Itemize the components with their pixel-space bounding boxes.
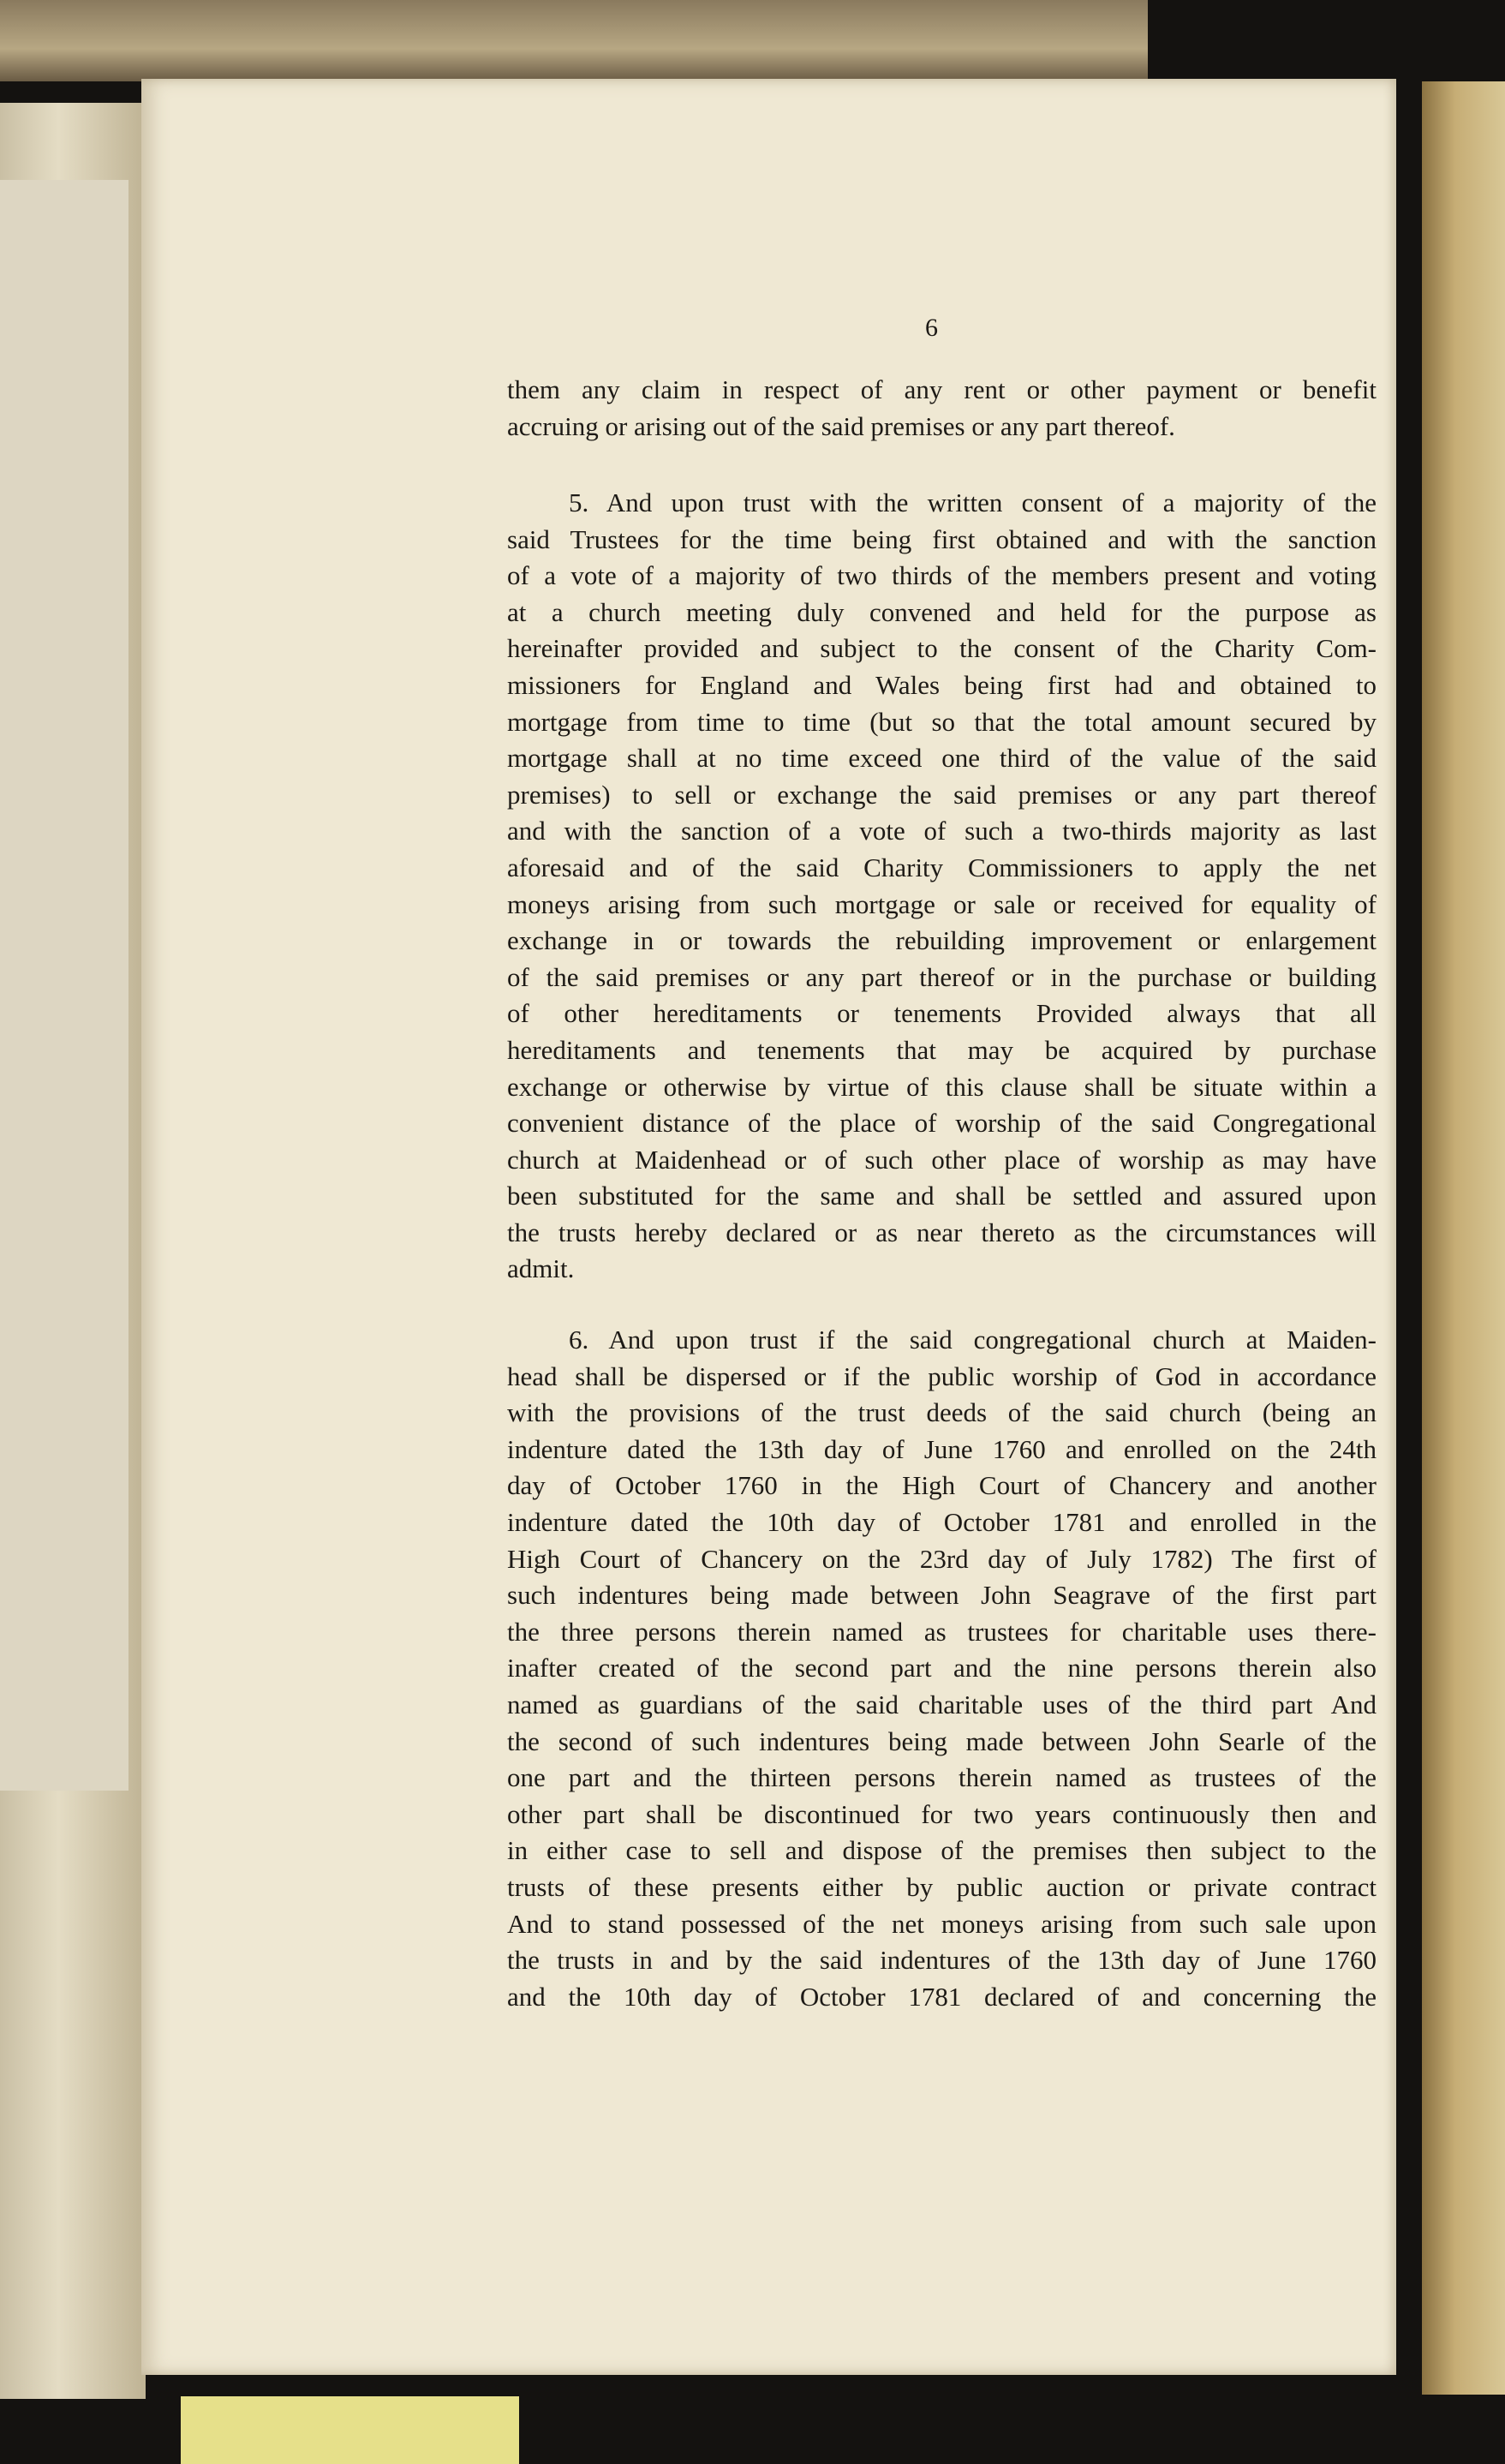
text-line: of a vote of a majority of two thirds of the members present and voting: [507, 560, 1377, 591]
text-line: missioners for England and Wales being first had and obtained to: [507, 669, 1377, 700]
text-line: the trusts hereby declared or as near thereto as the circumstances will: [507, 1217, 1377, 1247]
text-line: admit.: [507, 1253, 575, 1284]
text-line: of the said premises or any part thereof or in the purchase or building: [507, 961, 1377, 992]
text-line: head shall be dispersed or if the public worship of God in accordance: [507, 1361, 1377, 1391]
text-line: hereditaments and tenements that may be acquired by purchase: [507, 1034, 1377, 1065]
sticky-note: [181, 2396, 519, 2464]
text-line: accruing or arising out of the said premises or any part thereof.: [507, 410, 1175, 441]
text-line: convenient distance of the place of worship of the said Congregational: [507, 1108, 1377, 1139]
text-line: and the 10th day of October 1781 declared of and concerning the: [507, 1981, 1377, 2012]
text-line: and with the sanction of a vote of such a two-thirds majority as last: [507, 816, 1377, 846]
paragraph-clause-6: [507, 1322, 1377, 2015]
text-line: exchange or otherwise by virtue of this clause shall be situate within a: [507, 1071, 1377, 1102]
text-line: the three persons therein named as trustees for charitable uses there-: [507, 1616, 1377, 1647]
text-line: of other hereditaments or tenements Provided always that all: [507, 998, 1377, 1029]
underlying-book-edge: [0, 0, 1148, 81]
text-line: 6. And upon trust if the said congregational church at Maiden-: [569, 1325, 1377, 1355]
text-line: church at Maidenhead or of such other place of worship as may have: [507, 1144, 1377, 1175]
text-line: inafter created of the second part and the nine persons therein also: [507, 1653, 1377, 1684]
paragraph-continuation: [507, 372, 1377, 445]
text-line: in either case to sell and dispose of the premises then subject to the: [507, 1835, 1377, 1866]
text-line: mortgage shall at no time exceed one third of the value of the said: [507, 743, 1377, 774]
text-line: hereinafter provided and subject to the consent of the Charity Com-: [507, 633, 1377, 664]
text-line: trusts of these presents either by public auction or private contract: [507, 1871, 1377, 1902]
text-line: aforesaid and of the said Charity Commissioners to apply the net: [507, 852, 1377, 882]
text-line: High Court of Chancery on the 23rd day of July 1782) The first of: [507, 1543, 1377, 1574]
left-cloth-flyleaf: [0, 180, 128, 1791]
text-line: moneys arising from such mortgage or sale or received for equality of: [507, 888, 1377, 919]
text-line: exchange in or towards the rebuilding improvement or enlargement: [507, 925, 1377, 956]
text-line: And to stand possessed of the net moneys arising from such sale upon: [507, 1908, 1377, 1939]
text-line: such indentures being made between John Seagrave of the first part: [507, 1580, 1377, 1611]
right-facing-page-edge: [1422, 81, 1505, 2395]
text-line: at a church meeting duly convened and held for the purpose as: [507, 596, 1377, 627]
text-line: premises) to sell or exchange the said premises or any part thereof: [507, 779, 1377, 810]
text-line: the trusts in and by the said indentures of the 13th day of June 1760: [507, 1945, 1377, 1976]
text-line: 5. And upon trust with the written consent of a majority of the: [569, 487, 1377, 517]
text-line: with the provisions of the trust deeds of the said church (being an: [507, 1397, 1377, 1428]
paragraph-clause-5: [507, 485, 1377, 1288]
text-line: day of October 1760 in the High Court of Chancery and another: [507, 1470, 1377, 1501]
page-number: 6: [925, 314, 938, 342]
text-line: named as guardians of the said charitable uses of the third part And: [507, 1689, 1377, 1719]
text-line: been substituted for the same and shall be settled and assured upon: [507, 1181, 1377, 1211]
text-line: said Trustees for the time being first obtained and with the sanction: [507, 523, 1377, 554]
text-line: indenture dated the 10th day of October 1781 and enrolled in the: [507, 1506, 1377, 1537]
text-line: them any claim in respect of any rent or other payment or benefit: [507, 374, 1377, 404]
text-line: indenture dated the 13th day of June 1760 and enrolled on the 24th: [507, 1433, 1377, 1464]
text-line: the second of such indentures being made between John Searle of the: [507, 1725, 1377, 1756]
text-line: other part shall be discontinued for two years continuously then and: [507, 1798, 1377, 1829]
text-line: one part and the thirteen persons therein named as trustees of the: [507, 1762, 1377, 1793]
text-line: mortgage from time to time (but so that the total amount secured by: [507, 706, 1377, 737]
